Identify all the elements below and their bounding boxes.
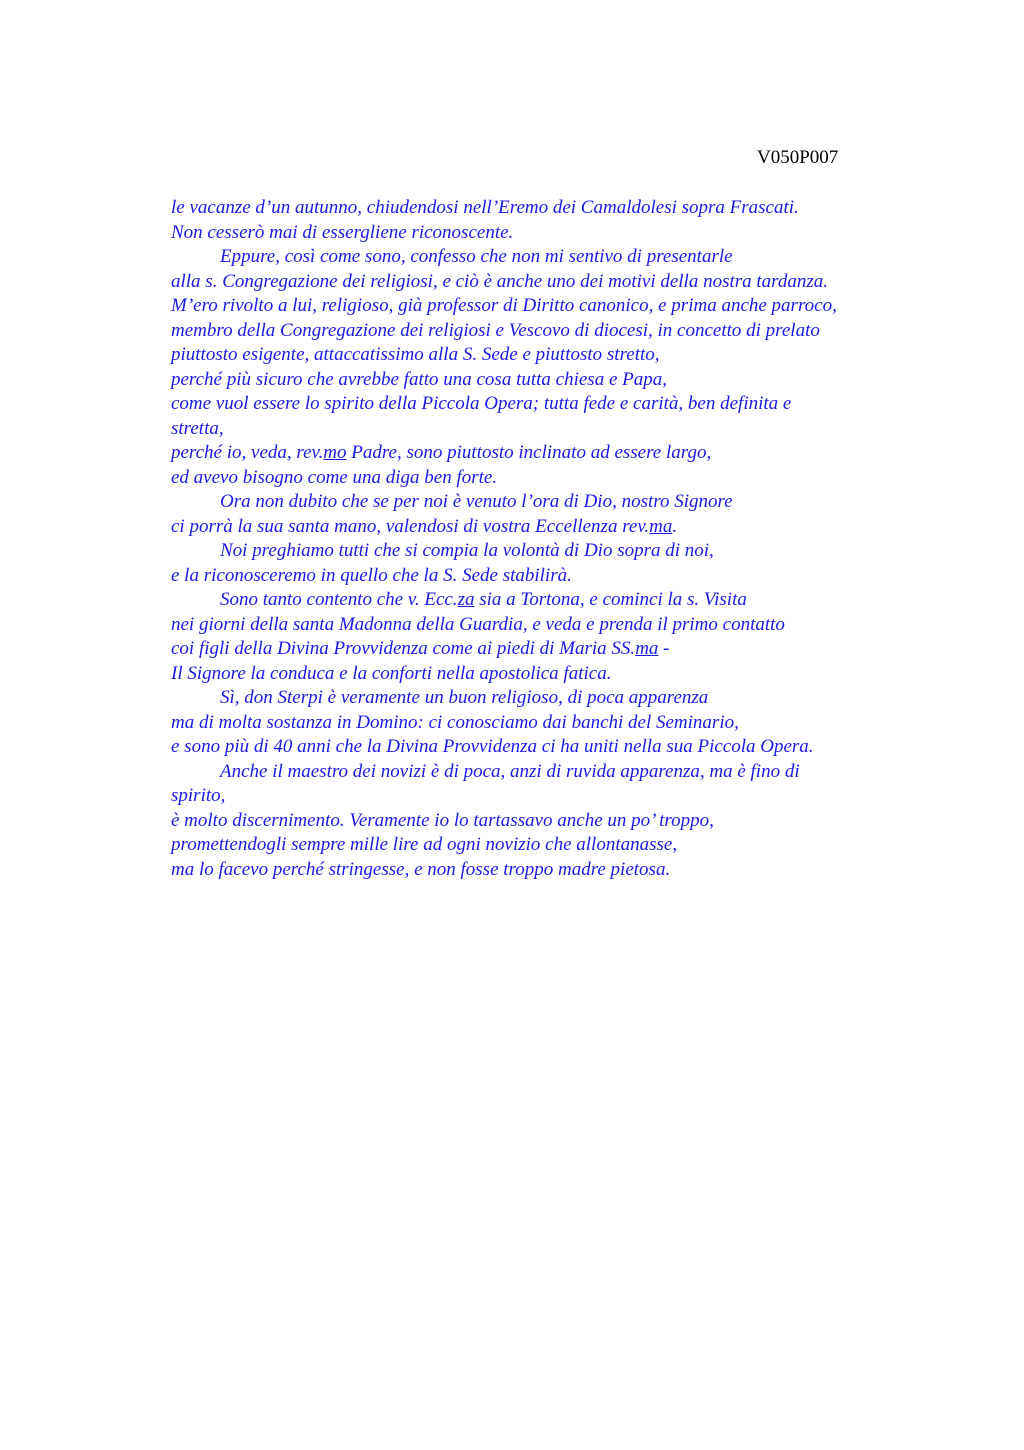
text-line: Il Signore la conduca e la conforti nella apostolica fatica.: [171, 662, 612, 684]
abbreviation-superscript: mo: [323, 442, 347, 463]
text-line: Noi preghiamo tutti che si compia la volontà di Dio sopra di noi,: [220, 540, 714, 561]
abbreviation-superscript: ma: [635, 638, 659, 659]
text-line: stretta,: [171, 417, 224, 439]
text-line: membro della Congregazione dei religiosi e Vescovo di diocesi, in concetto di prelato: [171, 319, 820, 341]
text-line: Sì, don Sterpi è veramente un buon religioso, di poca apparenza: [220, 687, 709, 708]
text-line: e la riconosceremo in quello che la S. Sede stabilirà.: [171, 564, 572, 586]
text-segment: perché io, veda, rev.: [171, 442, 324, 463]
text-line: nei giorni della santa Madonna della Guardia, e veda e prenda il primo contatto: [171, 613, 785, 635]
text-line: M’ero rivolto a lui, religioso, già professor di Diritto canonico, e prima anche parroco,: [171, 295, 837, 316]
text-line: Eppure, così come sono, confesso che non mi sentivo di presentarle: [220, 246, 733, 267]
text-line: perché più sicuro che avrebbe fatto una cosa tutta chiesa e Papa,: [171, 368, 667, 390]
text-line: alla s. Congregazione dei religiosi, e ciò è anche uno dei motivi della nostra tardanza.: [171, 270, 829, 292]
text-line: le vacanze d’un autunno, chiudendosi nell’Eremo dei Camaldolesi sopra Frascati.: [171, 197, 799, 218]
abbreviation-superscript: za: [457, 589, 475, 610]
letter-body: [171, 196, 911, 882]
text-line: piuttosto esigente, attaccatissimo alla S. Sede e piuttosto stretto,: [171, 344, 660, 365]
text-line: ma lo facevo perché stringesse, e non fosse troppo madre pietosa.: [171, 858, 671, 880]
page-reference-code: V050P007: [757, 147, 839, 168]
text-line: [171, 588, 911, 613]
text-line: è molto discernimento. Veramente io lo tartassavo anche un po’ troppo,: [171, 809, 714, 831]
text-line: Ora non dubito che se per noi è venuto l’ora di Dio, nostro Signore: [220, 491, 733, 512]
text-line: promettendogli sempre mille lire ad ogni novizio che allontanasse,: [171, 834, 678, 855]
text-segment: Padre, sono piuttosto inclinato ad essere largo,: [346, 442, 712, 463]
text-line: e sono più di 40 anni che la Divina Provvidenza ci ha uniti nella sua Piccola Opera.: [171, 736, 814, 757]
text-segment: .: [672, 515, 678, 537]
text-segment: coi figli della Divina Provvidenza come ai piedi di Maria SS.: [171, 638, 636, 659]
text-segment: ci porrà la sua santa mano, valendosi di vostra Eccellenza rev.: [171, 515, 650, 537]
abbreviation-superscript: ma: [649, 515, 673, 537]
text-line: [171, 637, 911, 662]
text-line: [171, 515, 911, 540]
text-line: ma di molta sostanza in Domino: ci conosciamo dai banchi del Seminario,: [171, 711, 739, 733]
text-segment: Sono tanto contento che v. Ecc.: [220, 589, 458, 610]
text-line: [171, 441, 911, 466]
text-line: Anche il maestro dei novizi è di poca, anzi di ruvida apparenza, ma è fino di: [220, 760, 800, 782]
text-segment: sia a Tortona, e cominci la s. Visita: [474, 589, 747, 610]
text-line: ed avevo bisogno come una diga ben forte.: [171, 466, 498, 488]
text-line: Non cesserò mai di essergliene riconoscente.: [171, 221, 514, 243]
text-segment: -: [658, 638, 670, 659]
text-line: spirito,: [171, 785, 226, 806]
text-line: come vuol essere lo spirito della Piccola Opera; tutta fede e carità, ben definita e: [171, 393, 792, 414]
